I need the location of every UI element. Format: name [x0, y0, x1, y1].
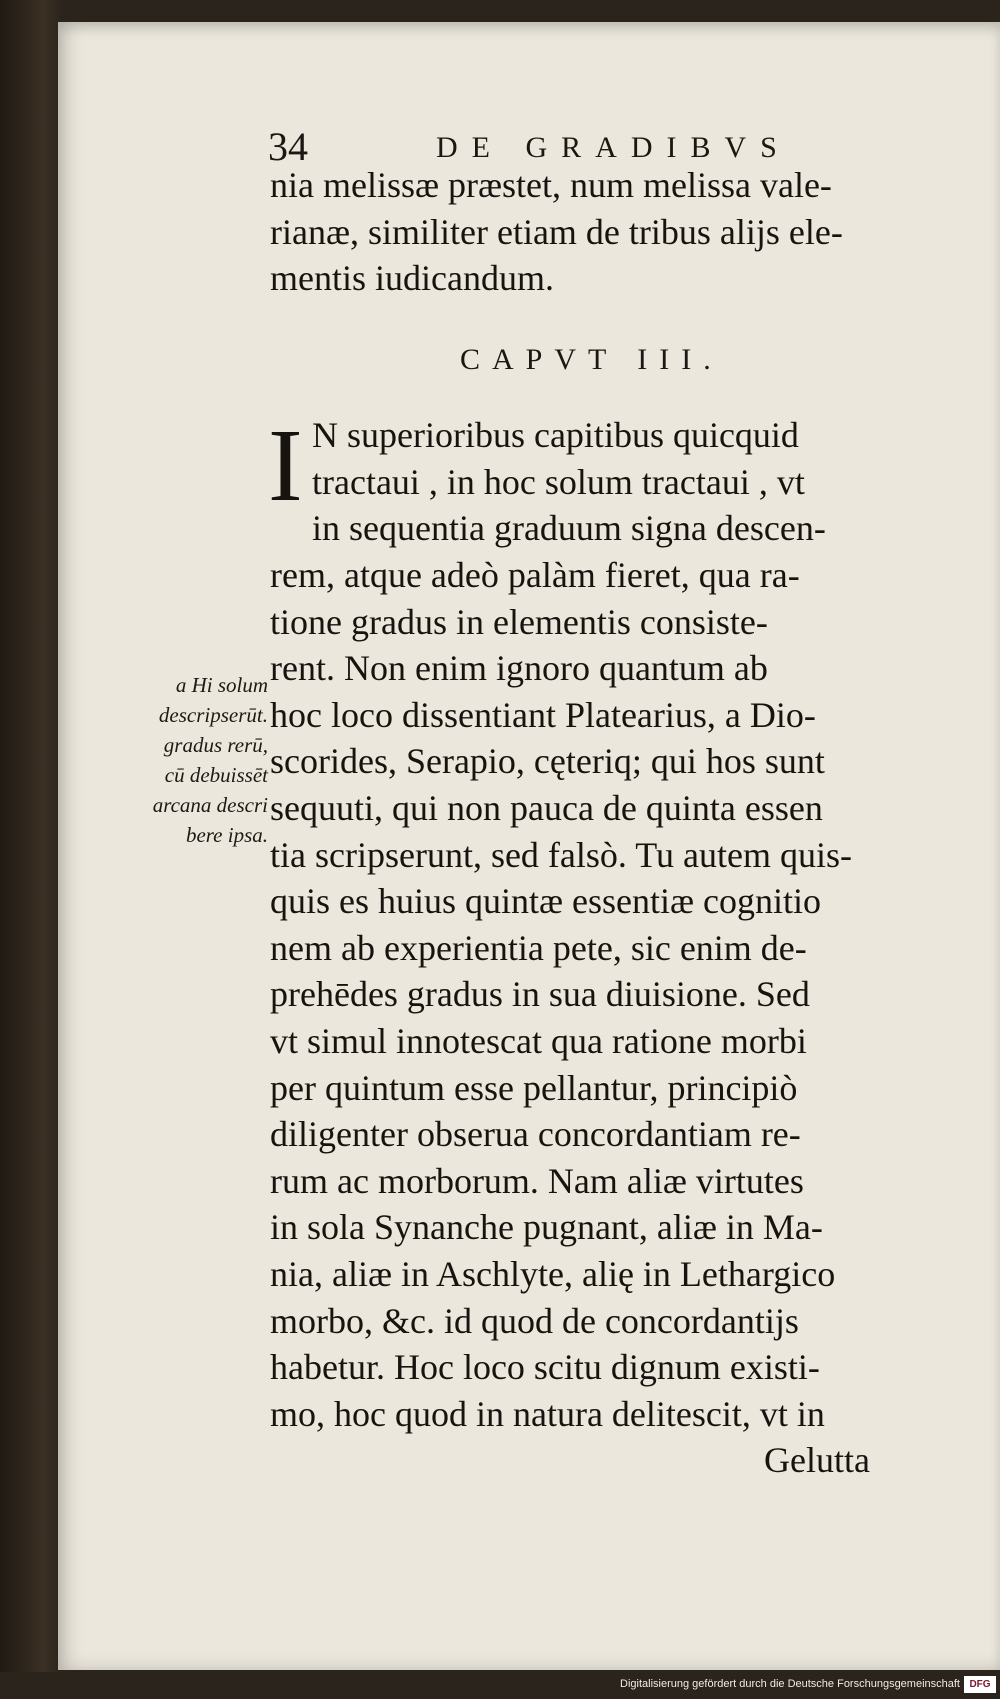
page-number: 34	[268, 124, 308, 169]
text-line: morbo, &c. id quod de concordantijs	[270, 1300, 799, 1341]
text-line: tione gradus in elementis consiste-	[270, 601, 768, 642]
catchword: Gelutta	[764, 1440, 870, 1481]
margin-note-line: gradus rerū,	[163, 733, 268, 757]
book-binding	[0, 0, 62, 1672]
text-line: sequuti, qui non pauca de quinta essen	[270, 787, 823, 828]
text-line: mentis iudicandum.	[270, 258, 554, 299]
margin-note-line: cū debuissēt	[164, 763, 268, 787]
text-line: diligenter obserua concordantiam re-	[270, 1114, 801, 1155]
text-line: rum ac morborum. Nam aliæ virtutes	[270, 1160, 804, 1201]
text-line: rianæ, similiter etiam de tribus alijs ele-	[270, 211, 843, 252]
text-line: prehēdes gradus in sua diuisione. Sed	[270, 974, 810, 1015]
drop-cap: I	[268, 408, 303, 523]
text-line: per quintum esse pellantur, principiò	[270, 1067, 798, 1108]
capped-text-block	[312, 412, 962, 552]
margin-note	[98, 670, 268, 850]
text-line: scorides, Serapio, cęteriq; qui hos sunt	[270, 741, 825, 782]
text-line: N superioribus capitibus quicquid	[312, 415, 799, 455]
footer-credit: Digitalisierung gefördert durch die Deutsche Forschungsgemeinschaft	[620, 1678, 960, 1690]
text-line: vt simul innotescat qua ratione morbi	[270, 1020, 807, 1061]
margin-note-line: arcana descri	[152, 793, 268, 817]
text-line: tia scripserunt, sed falsò. Tu autem quis-	[270, 834, 852, 875]
top-text-block	[270, 162, 960, 302]
footer-bar	[0, 1672, 1000, 1699]
margin-note-line: descripserūt.	[158, 703, 268, 727]
text-line: mo, hoc quod in natura delitescit, vt in	[270, 1393, 825, 1434]
running-head: DE GRADIBVS	[436, 131, 791, 164]
text-line: nem ab experientia pete, sic enim de-	[270, 927, 807, 968]
text-line: rent. Non enim ignoro quantum ab	[270, 648, 768, 689]
chapter-heading: CAPVT III.	[460, 343, 723, 376]
text-line: nia melissæ præstet, num melissa vale-	[270, 165, 832, 205]
margin-note-line: a Hi solum	[175, 673, 268, 697]
text-line: tractaui , in hoc solum tractaui , vt	[312, 461, 805, 502]
main-text-block	[270, 552, 960, 1484]
text-line: habetur. Hoc loco scitu dignum existi-	[270, 1347, 820, 1388]
dfg-logo: DFG	[964, 1676, 996, 1693]
margin-note-line: bere ipsa.	[185, 823, 268, 847]
text-line: hoc loco dissentiant Platearius, a Dio-	[270, 694, 816, 735]
text-line: nia, aliæ in Aschlyte, alię in Lethargico	[270, 1253, 836, 1294]
text-line: in sola Synanche pugnant, aliæ in Ma-	[270, 1207, 823, 1248]
text-line: in sequentia graduum signa descen-	[312, 508, 826, 549]
text-line: quis es huius quintæ essentiæ cognitio	[270, 881, 822, 922]
text-line: rem, atque adeò palàm fieret, qua ra-	[270, 555, 800, 595]
